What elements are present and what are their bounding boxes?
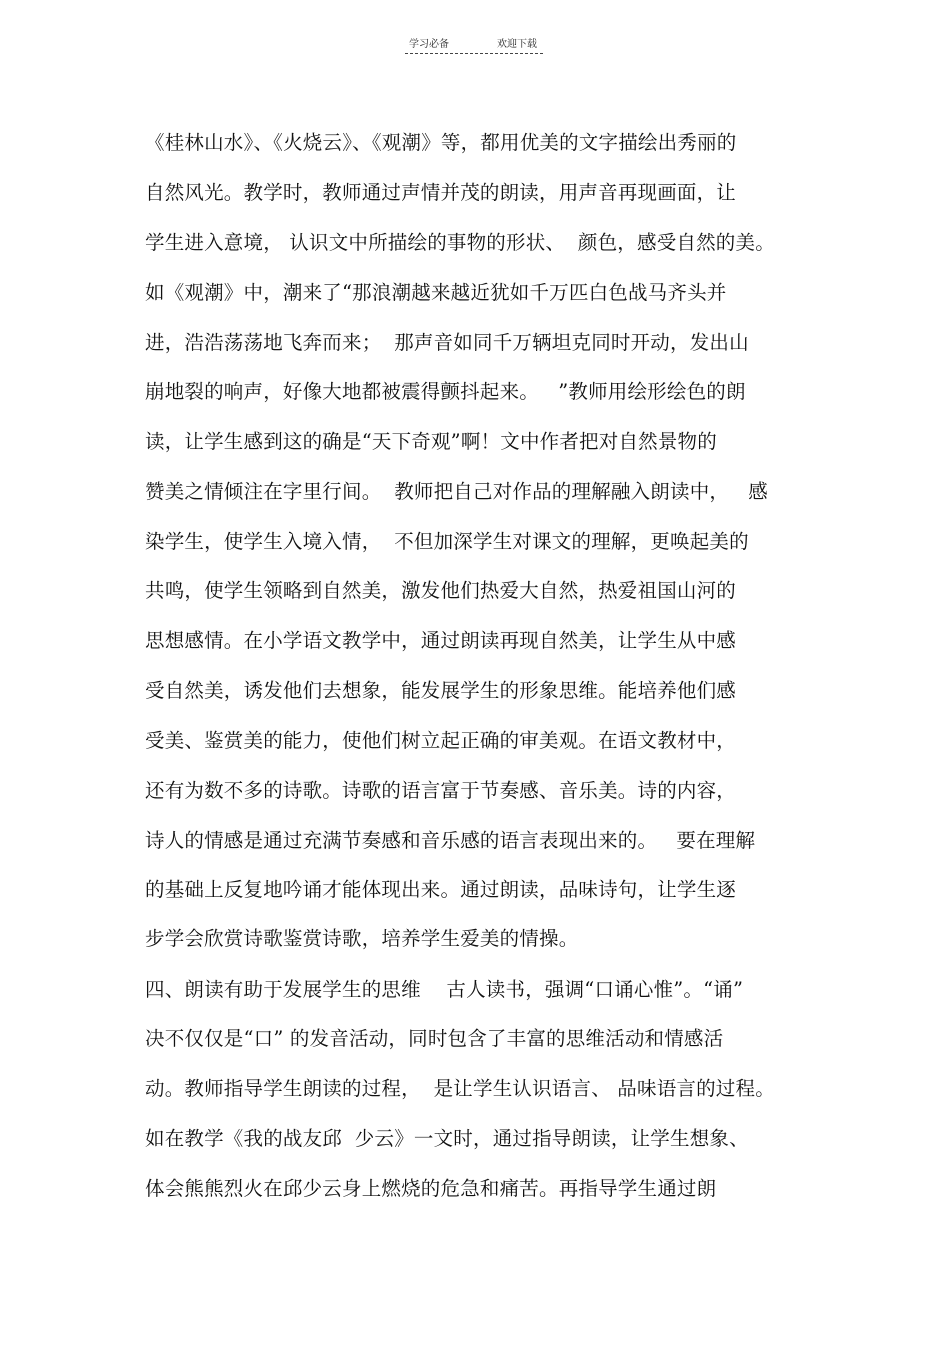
text-line: 如在教学《我的战友邱 少云》一文时，通过指导朗读，让学生想象、 [145, 1127, 749, 1150]
text-line: 如《观潮》中，潮来了“那浪潮越来越近犹如千万匹白色战马齐头并 [145, 281, 727, 304]
text-line: 学生进入意境， 认识文中所描绘的事物的形状、 颜色，感受自然的美。 [145, 231, 775, 254]
text-line: 受自然美，诱发他们去想象，能发展学生的形象思维。能培养他们感 [145, 679, 737, 702]
text-line: 决不仅仅是“口” 的发音活动，同时包含了丰富的思维活动和情感活 [145, 1027, 724, 1050]
text-line: 步学会欣赏诗歌鉴赏诗歌，培养学生爱美的情操。 [145, 927, 579, 950]
text-line: 共鸣，使学生领略到自然美，激发他们热爱大自然，热爱祖国山河的 [145, 579, 737, 602]
text-line: 四、朗读有助于发展学生的思维 古人读书，强调“口诵心惟”。“诵” [145, 978, 744, 1001]
text-line: 崩地裂的响声，好像大地都被震得颤抖起来。 ”教师用绘形绘色的朗 [145, 380, 746, 403]
text-line: 思想感情。在小学语文教学中，通过朗读再现自然美，让学生从中感 [145, 629, 737, 652]
text-line: 赞美之情倾注在字里行间。 教师把自己对作品的理解融入朗读中， 感 [145, 480, 768, 503]
text-line: 的基础上反复地吟诵才能体现出来。通过朗读，品味诗句，让学生逐 [145, 878, 737, 901]
text-line: 动。教师指导学生朗读的过程， 是让学生认识语言、 品味语言的过程。 [145, 1077, 775, 1100]
text-line: 进，浩浩荡荡地飞奔而来； 那声音如同千万辆坦克同时开动，发出山 [145, 331, 749, 354]
text-line: 体会熊熊烈火在邱少云身上燃烧的危急和痛苦。再指导学生通过朗 [145, 1177, 717, 1200]
text-line: 自然风光。教学时，教师通过声情并茂的朗读，用声音再现画面，让 [145, 181, 737, 204]
text-line: 《桂林山水》、《火烧云》、《观潮》等，都用优美的文字描绘出秀丽的 [145, 131, 737, 154]
text-line: 受美、鉴赏美的能力，使他们树立起正确的审美观。在语文教材中， [145, 729, 737, 752]
text-line: 还有为数不多的诗歌。诗歌的语言富于节奏感、音乐美。诗的内容， [145, 779, 737, 802]
text-line: 诗人的情感是通过充满节奏感和音乐感的语言表现出来的。 要在理解 [145, 829, 756, 852]
text-line: 读，让学生感到这的确是“天下奇观”啊！文中作者把对自然景物的 [145, 430, 717, 453]
header-left-label: 学习必备 [409, 39, 449, 50]
text-line: 染学生，使学生入境入情， 不但加深学生对课文的理解，更唤起美的 [145, 530, 749, 553]
header-right-label: 欢迎下载 [497, 39, 537, 50]
